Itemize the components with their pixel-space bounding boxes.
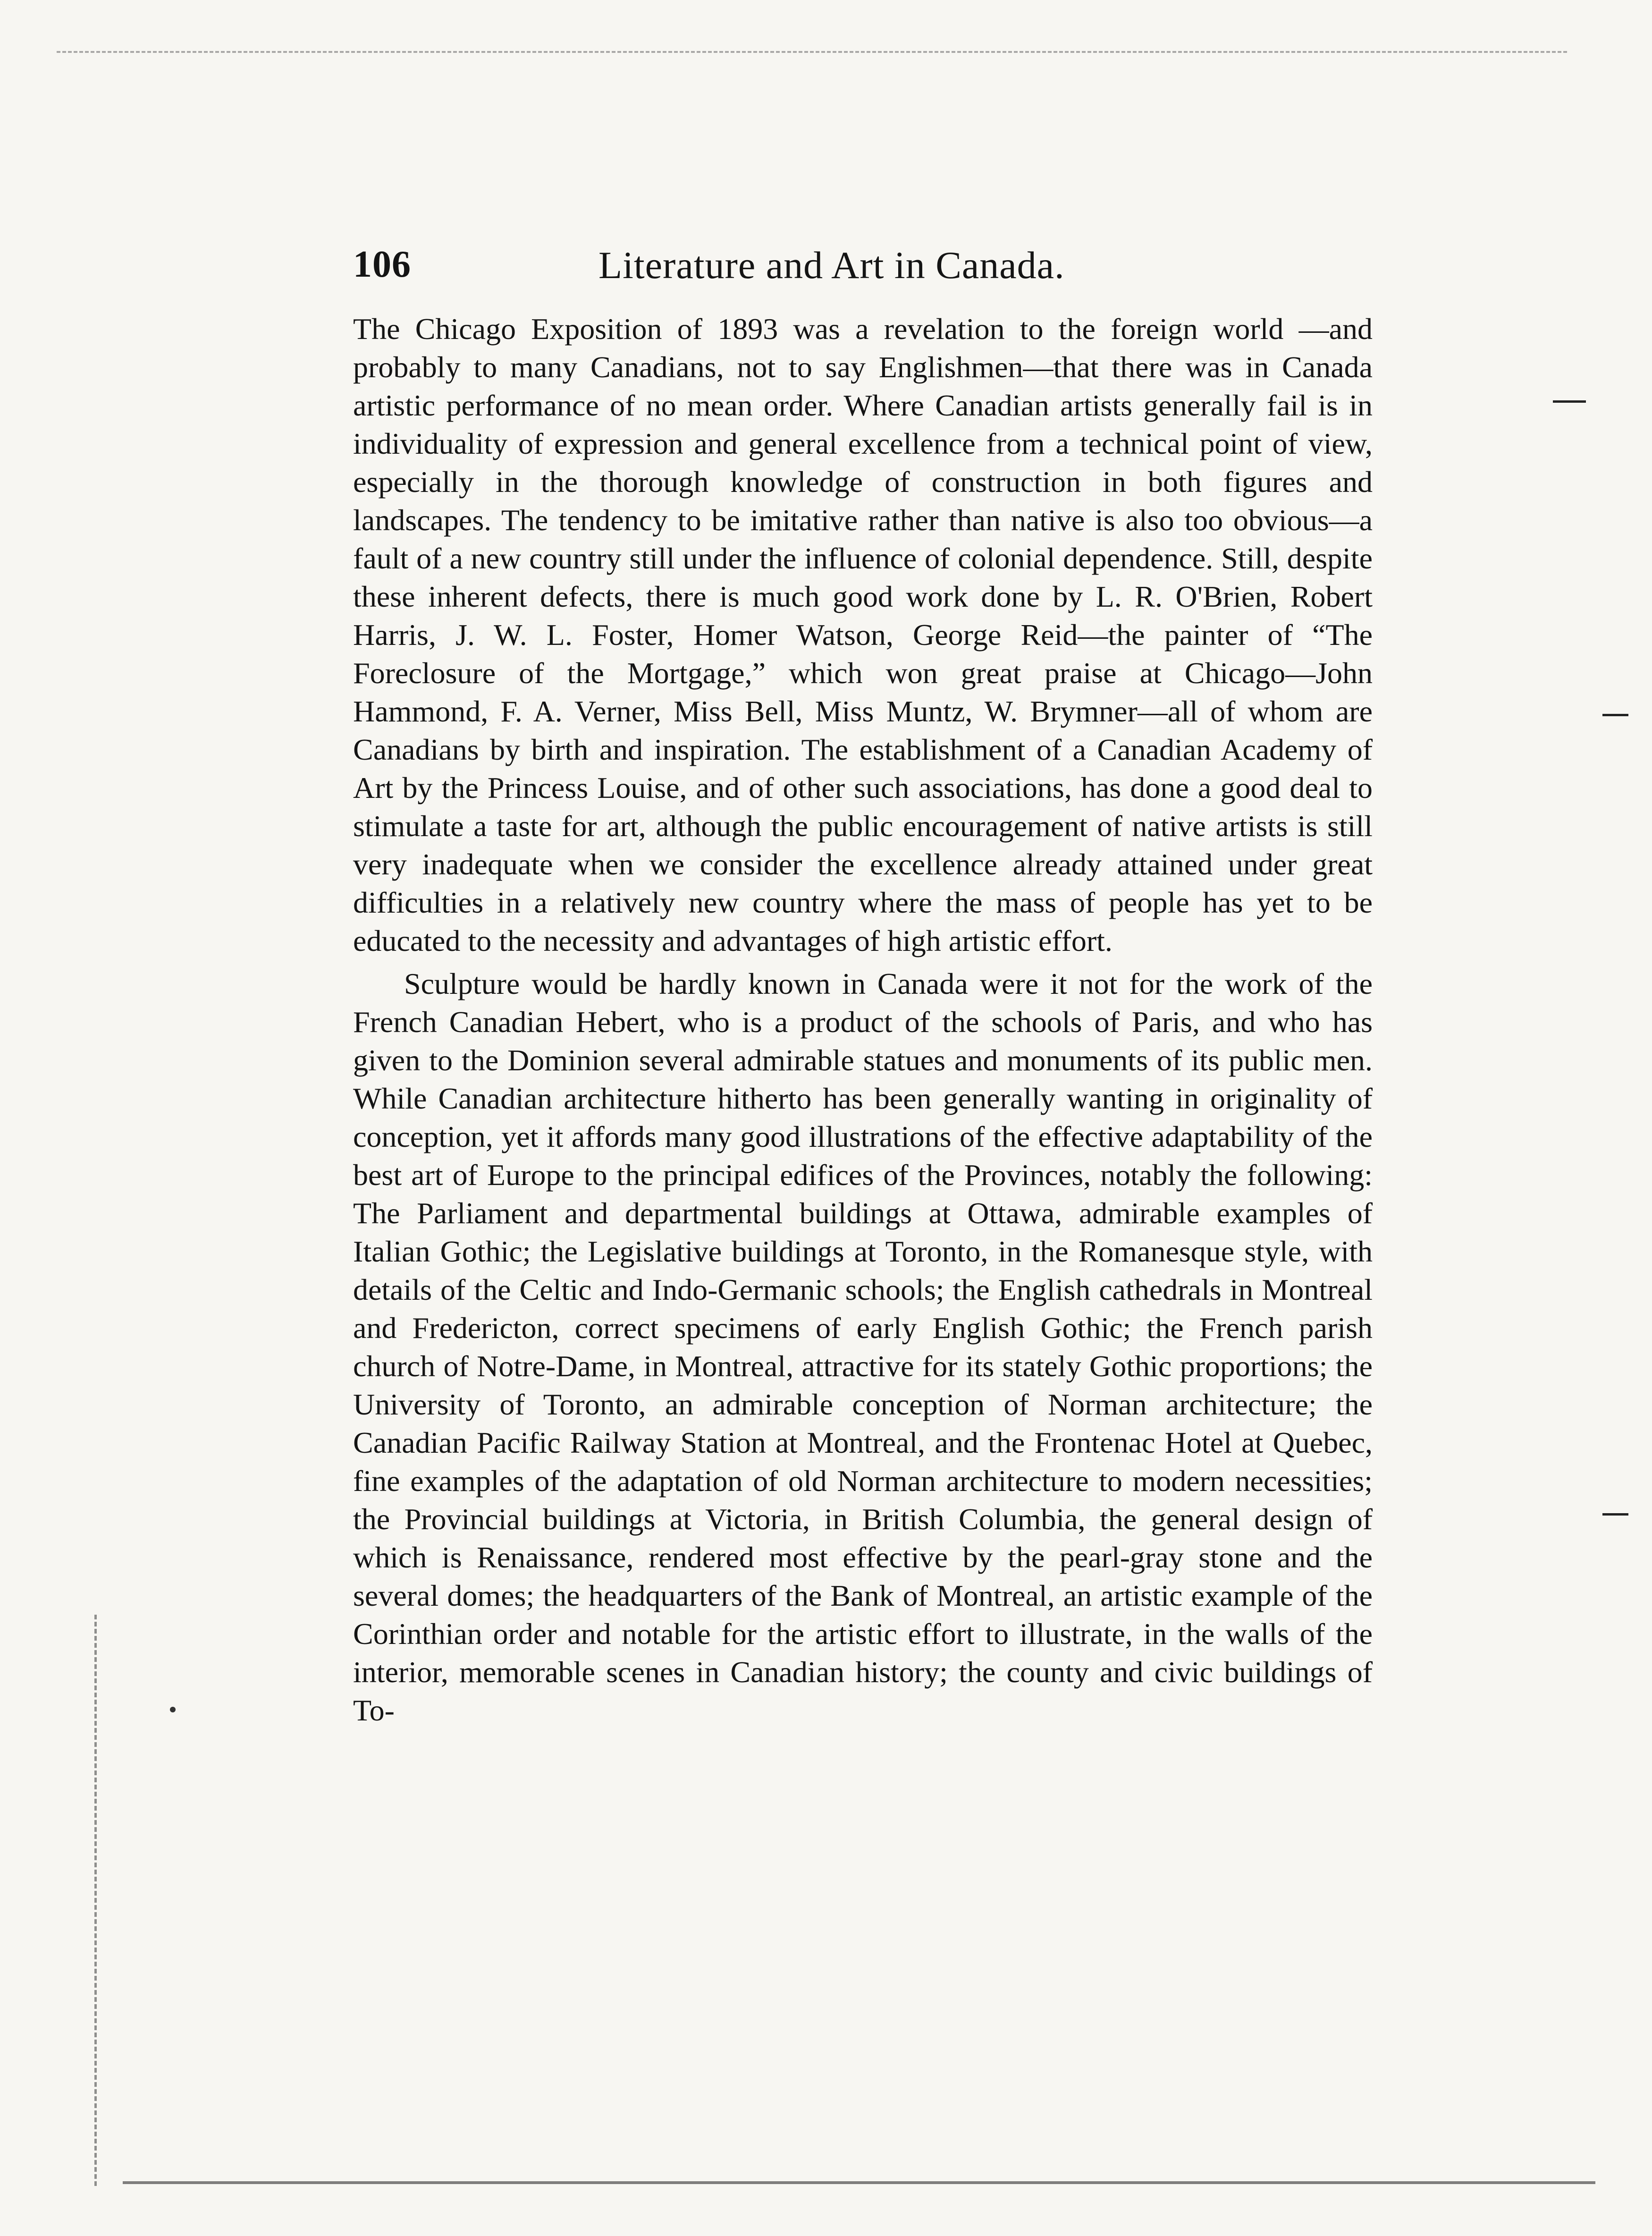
running-head (353, 238, 1373, 305)
body-text (353, 310, 1373, 1729)
scan-bottom-edge (123, 2181, 1595, 2184)
scan-margin-mark (1602, 714, 1628, 716)
scan-margin-mark (1553, 400, 1586, 403)
scan-top-edge (57, 51, 1567, 53)
paragraph-painting: The Chicago Exposition of 1893 was a revelation to the foreign world —and probably to many Canadians, not to say Englishmen—that there was in Canada artistic performance of no mean order. Where Canadian artists generally fail is in individuality of expression and general excellence from a technical point of view, especially in the thorough knowledge of construction in both figures and landscapes. The tendency to be imitative rather than native is also too obvious—a fault of a new country still under the influence of colonial dependence. Still, despite these inherent defects, there is much good work done by L. R. O'Brien, Robert Harris, J. W. L. Foster, Homer Watson, George Reid—the painter of “The Foreclosure of the Mortgage,” which won great praise at Chicago—John Hammond, F. A. Verner, Miss Bell, Miss Muntz, W. Brymner—all of whom are Canadians by birth and inspiration. The establishment of a Canadian Academy of Art by the Princess Louise, and of other such associations, has done a good deal to stimulate a taste for art, although the public encouragement of native artists is still very inadequate when we consider the excellence already attained under great difficulties in a relatively new country where the mass of people has yet to be educated to the necessity and advantages of high artistic effort. (353, 312, 1373, 957)
scan-left-edge (94, 1615, 97, 2186)
scan-speck (170, 1707, 176, 1712)
scan-margin-mark (1602, 1513, 1628, 1516)
paragraph-sculpture-architecture: Sculpture would be hardly known in Canada were it not for the work of the French Canadian Hebert, who is a product of the schools of Paris, and who has given to the Dominion several admirable statues and monuments of its public men. While Canadian architecture hitherto has been generally wanting in originality of conception, yet it affords many good illustrations of the effective adaptability of the best art of Europe to the principal edifices of the Provinces, notably the following: The Parliament and departmental buildings at Ottawa, admirable examples of Italian Gothic; the Legislative buildings at Toronto, in the Romanesque style, with details of the Celtic and Indo-Germanic schools; the English cathedrals in Montreal and Fredericton, correct specimens of early English Gothic; the French parish church of Notre-Dame, in Montreal, attractive for its stately Gothic proportions; the University of Toronto, an admirable conception of Norman architecture; the Canadian Pacific Railway Station at Montreal, and the Frontenac Hotel at Quebec, fine examples of the adaptation of old Norman architecture to modern necessities; the Provincial buildings at Victoria, in British Columbia, the general design of which is Renaissance, rendered most effective by the pearl-gray stone and the several domes; the headquarters of the Bank of Montreal, an artistic example of the Corinthian order and notable for the artistic effort to illustrate, in the walls of the interior, memorable scenes in Canadian history; the county and civic buildings of To- (353, 967, 1373, 1727)
page-number: 106 (353, 244, 411, 285)
running-title: Literature and Art in Canada. (598, 244, 1065, 287)
